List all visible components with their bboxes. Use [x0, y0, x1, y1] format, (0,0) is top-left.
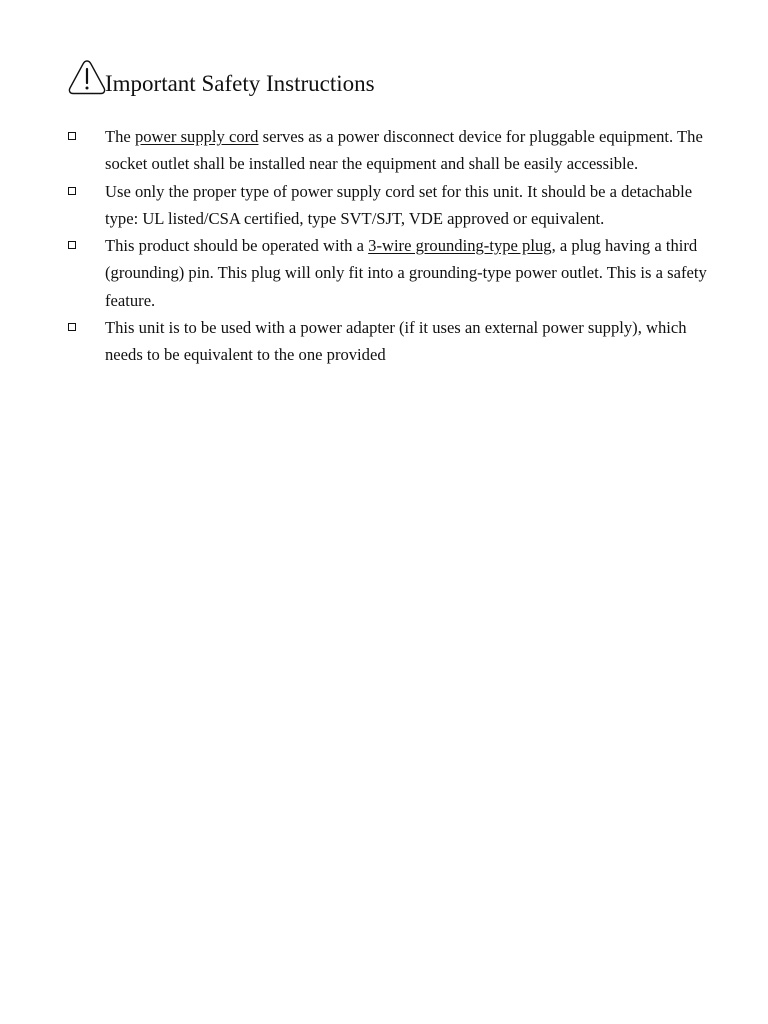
item-text: This unit is to be used with a power adapter (if it uses an external power supply), which needs to be equivalent to the one provided: [105, 318, 687, 365]
square-bullet-icon: [68, 241, 76, 249]
square-bullet-icon: [68, 323, 76, 331]
item-text-after: , a plug having a third (grounding) pin. This plug will only fit into a grounding-type power outlet. This is a safety feature.: [105, 236, 707, 310]
item-text-before: The: [105, 127, 135, 146]
safety-instructions-list: [68, 123, 708, 369]
square-bullet-icon: [68, 132, 76, 140]
page-title: Important Safety Instructions: [105, 71, 375, 96]
list-item: [68, 232, 708, 314]
section-heading: [68, 58, 375, 96]
underlined-term: power supply cord: [134, 127, 259, 146]
square-bullet-icon: [68, 187, 76, 195]
list-item: [68, 123, 708, 178]
underlined-term: 3-wire grounding-type plug: [368, 236, 552, 256]
item-text-after: serves as a power disconnect device for pluggable equipment. The socket outlet shall be installed near the equipment and shall be easily accessible.: [105, 127, 703, 174]
item-text-before: This product should be operated with a: [105, 236, 369, 256]
list-item: [68, 314, 708, 369]
item-text: Use only the proper type of power supply cord set for this unit. It should be a detachable type: UL listed/CSA certified, type SVT/SJT, VDE approved or equivalent.: [105, 181, 693, 228]
warning-triangle-icon: [68, 58, 106, 96]
list-item: [68, 178, 708, 233]
